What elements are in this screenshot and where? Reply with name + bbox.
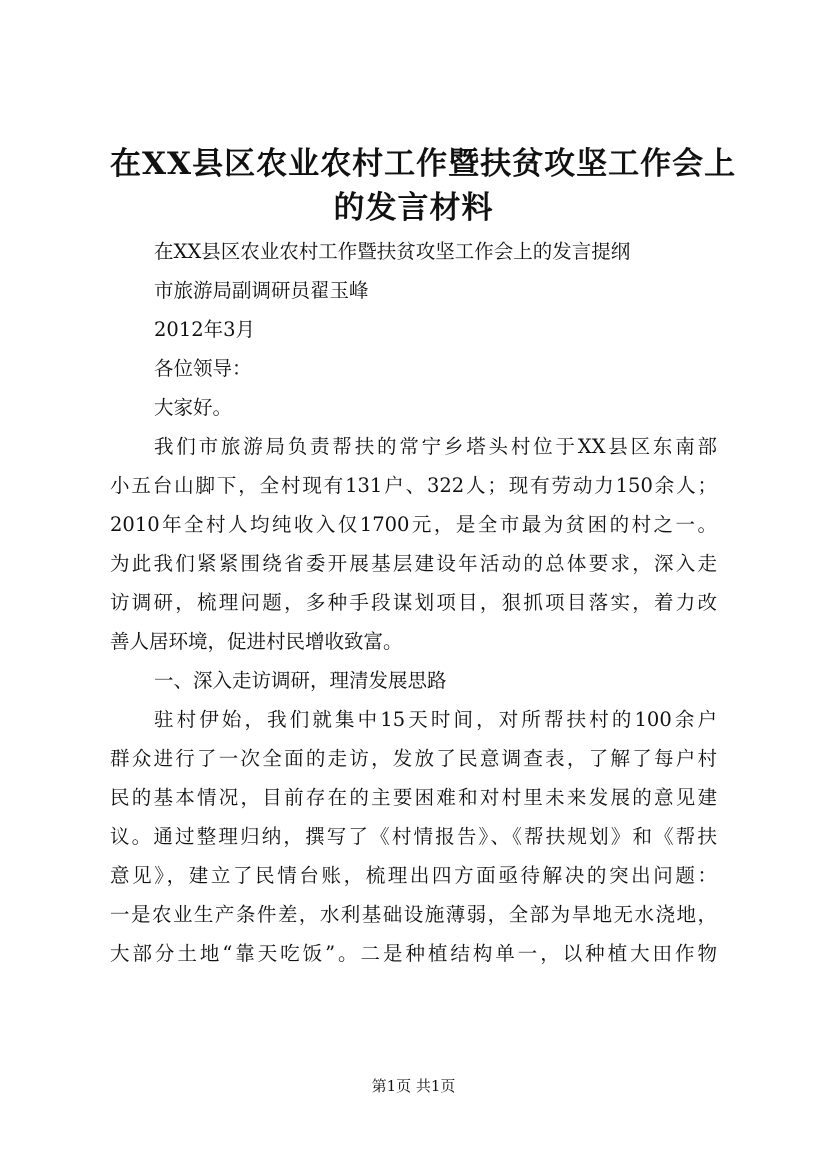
greeting-line: 大家好。 [154,396,233,419]
body-line: 民的基本情况，目前存在的主要困难和对村里未来发展的意见建 [110,786,717,809]
body-line: 驻村伊始，我们就集中15天时间，对所帮扶村的100余户 [154,708,717,731]
subtitle-line: 在XX县区农业农村工作暨扶贫攻坚工作会上的发言提纲 [154,240,631,263]
section-heading: 一、深入走访调研，理清发展思路 [154,669,447,692]
body-line: 为此我们紧紧围绕省委开展基层建设年活动的总体要求，深入走 [110,552,717,575]
body-line: 善人居环境，促进村民增收致富。 [110,630,403,653]
page-footer: 第1页 共1页 [371,1077,456,1095]
title-line-1: 在XX县区农业农村工作暨扶贫攻坚工作会上 [110,146,737,182]
body-line: 小五台山脚下，全村现有131户、322人；现有劳动力150余人； [110,474,717,497]
body-line: 一是农业生产条件差，水利基础设施薄弱，全部为旱地无水浇地， [110,903,717,926]
document-body [110,232,717,973]
title-line-2: 的发言材料 [333,190,494,226]
body-line: 群众进行了一次全面的走访，发放了民意调查表，了解了每户村 [110,747,717,770]
document-title [110,142,737,230]
body-line: 2010年全村人均纯收入仅1700元，是全市最为贫困的村之一。 [110,513,717,536]
body-line: 访调研，梳理问题，多种手段谋划项目，狠抓项目落实，着力改 [110,591,717,614]
body-line: 大部分土地“靠天吃饭”。二是种植结构单一，以种植大田作物 [110,942,717,965]
body-line: 意见》，建立了民情台账，梳理出四方面亟待解决的突出问题： [110,864,717,887]
author-line: 市旅游局副调研员翟玉峰 [154,279,369,302]
body-line: 议。通过整理归纳，撰写了《村情报告》、《帮扶规划》和《帮扶 [110,825,717,848]
salutation-line: 各位领导： [154,357,252,380]
date-line: 2012年3月 [154,318,256,341]
body-line: 我们市旅游局负责帮扶的常宁乡塔头村位于XX县区东南部 [154,435,717,458]
